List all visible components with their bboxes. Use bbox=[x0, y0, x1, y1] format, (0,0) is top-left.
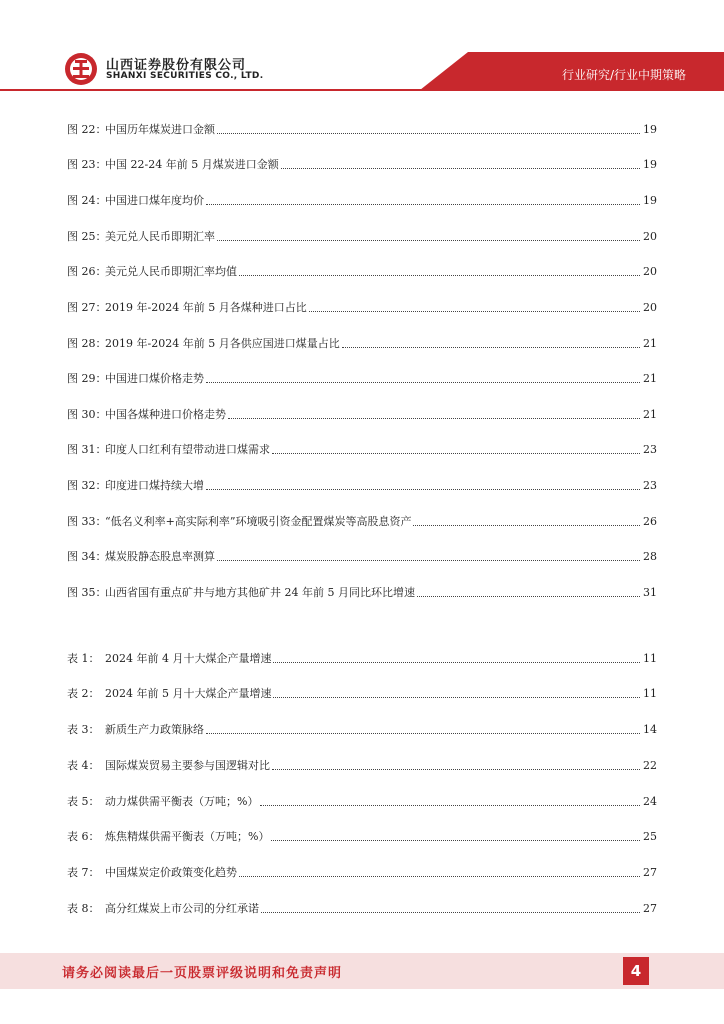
toc-page: 21 bbox=[643, 408, 657, 421]
dot-leader bbox=[217, 132, 640, 134]
toc-figure-23[interactable] bbox=[67, 156, 657, 172]
toc-page: 20 bbox=[643, 301, 657, 314]
toc-label: 图 26： bbox=[67, 265, 107, 278]
toc-label: 图 24： bbox=[67, 194, 107, 207]
toc-label: 表 8： bbox=[67, 902, 100, 915]
dot-leader bbox=[273, 696, 640, 698]
toc-label: 图 27： bbox=[67, 301, 107, 314]
toc-figure-24[interactable] bbox=[67, 192, 657, 208]
toc-page: 25 bbox=[643, 830, 657, 843]
toc-figure-27[interactable] bbox=[67, 299, 657, 315]
toc-label: 表 4： bbox=[67, 759, 100, 772]
toc-label: 图 30： bbox=[67, 408, 107, 421]
toc-figure-26[interactable] bbox=[67, 263, 657, 279]
toc-table-3[interactable] bbox=[67, 721, 657, 737]
report-type: 行业研究/行业中期策略 bbox=[561, 68, 686, 82]
toc-label: 图 28： bbox=[67, 337, 107, 350]
toc-title: 2019 年-2024 年前 5 月各煤种进口占比 bbox=[105, 301, 307, 314]
dot-leader bbox=[206, 203, 640, 205]
toc-title: 中国各煤种进口价格走势 bbox=[105, 408, 226, 421]
toc-label: 表 7： bbox=[67, 866, 100, 879]
toc-figure-33[interactable] bbox=[67, 513, 657, 529]
company-logo-icon bbox=[64, 52, 98, 86]
toc-label: 图 34： bbox=[67, 550, 107, 563]
company-name-cn: 山西证券股份有限公司 bbox=[106, 58, 247, 73]
dot-leader bbox=[342, 346, 640, 348]
toc-title: 印度人口红利有望带动进口煤需求 bbox=[105, 443, 270, 456]
toc-figure-29[interactable] bbox=[67, 370, 657, 386]
dot-leader bbox=[281, 167, 640, 169]
toc-title: 中国历年煤炭进口金额 bbox=[105, 123, 215, 136]
dot-leader bbox=[228, 417, 640, 419]
dot-leader bbox=[239, 274, 640, 276]
toc-page: 24 bbox=[643, 795, 657, 808]
toc-table-7[interactable] bbox=[67, 864, 657, 880]
toc-label: 图 23： bbox=[67, 158, 107, 171]
toc-title: 中国进口煤年度均价 bbox=[105, 194, 204, 207]
toc-page: 20 bbox=[643, 265, 657, 278]
dot-leader bbox=[272, 452, 640, 454]
toc-page: 26 bbox=[643, 515, 657, 528]
toc-page: 28 bbox=[643, 550, 657, 563]
toc-table-6[interactable] bbox=[67, 828, 657, 844]
page-number: 4 bbox=[623, 957, 649, 985]
toc-page: 11 bbox=[643, 687, 657, 700]
toc-label: 图 25： bbox=[67, 230, 107, 243]
toc-page: 19 bbox=[643, 194, 657, 207]
toc-label: 图 35： bbox=[67, 586, 107, 599]
dot-leader bbox=[413, 524, 640, 526]
toc-title: 高分红煤炭上市公司的分红承诺 bbox=[105, 902, 259, 915]
dot-leader bbox=[273, 661, 640, 663]
toc-label: 图 22： bbox=[67, 123, 107, 136]
toc-label: 表 5： bbox=[67, 795, 100, 808]
dot-leader bbox=[217, 239, 640, 241]
toc-label: 表 6： bbox=[67, 830, 100, 843]
toc-title: 印度进口煤持续大增 bbox=[105, 479, 204, 492]
toc-figure-35[interactable] bbox=[67, 584, 657, 600]
toc-page: 21 bbox=[643, 372, 657, 385]
toc-page: 21 bbox=[643, 337, 657, 350]
dot-leader bbox=[217, 559, 640, 561]
toc-page: 19 bbox=[643, 123, 657, 136]
toc-label: 表 1： bbox=[67, 652, 100, 665]
dot-leader bbox=[206, 732, 640, 734]
toc-figure-31[interactable] bbox=[67, 441, 657, 457]
toc-page: 23 bbox=[643, 479, 657, 492]
toc-table-4[interactable] bbox=[67, 757, 657, 773]
toc-title: 2019 年-2024 年前 5 月各供应国进口煤量占比 bbox=[105, 337, 340, 350]
dot-leader bbox=[271, 839, 640, 841]
toc-title: 中国进口煤价格走势 bbox=[105, 372, 204, 385]
toc-label: 图 29： bbox=[67, 372, 107, 385]
toc-label: 表 2： bbox=[67, 687, 100, 700]
toc-page: 31 bbox=[643, 586, 657, 599]
toc-title: 山西省国有重点矿井与地方其他矿井 24 年前 5 月同比环比增速 bbox=[105, 586, 415, 599]
toc-title: 美元兑人民币即期汇率 bbox=[105, 230, 215, 243]
toc-page: 23 bbox=[643, 443, 657, 456]
dot-leader bbox=[260, 804, 640, 806]
toc-page: 20 bbox=[643, 230, 657, 243]
dot-leader bbox=[272, 768, 640, 770]
toc-figure-28[interactable] bbox=[67, 335, 657, 351]
toc-label: 图 31： bbox=[67, 443, 107, 456]
dot-leader bbox=[417, 595, 640, 597]
dot-leader bbox=[206, 381, 640, 383]
toc-title: 2024 年前 4 月十大煤企产量增速 bbox=[105, 652, 272, 665]
toc-page: 11 bbox=[643, 652, 657, 665]
company-name-en: SHANXI SECURITIES CO., LTD. bbox=[106, 71, 264, 81]
toc-title: 煤炭股静态股息率测算 bbox=[105, 550, 215, 563]
toc-figure-22[interactable] bbox=[67, 121, 657, 137]
toc-title: 美元兑人民币即期汇率均值 bbox=[105, 265, 237, 278]
toc-page: 27 bbox=[643, 902, 657, 915]
toc-title: 炼焦精煤供需平衡表（万吨；%） bbox=[105, 830, 270, 843]
toc-title: “低名义利率+高实际利率”环境吸引资金配置煤炭等高股息资产 bbox=[105, 515, 412, 528]
dot-leader bbox=[261, 911, 640, 913]
toc-table-2[interactable] bbox=[67, 685, 657, 701]
header-band bbox=[0, 0, 724, 100]
toc-title: 中国煤炭定价政策变化趋势 bbox=[105, 866, 237, 879]
toc-table-8[interactable] bbox=[67, 900, 657, 916]
dot-leader bbox=[309, 310, 640, 312]
toc-label: 表 3： bbox=[67, 723, 100, 736]
toc-figure-25[interactable] bbox=[67, 228, 657, 244]
toc-title: 2024 年前 5 月十大煤企产量增速 bbox=[105, 687, 272, 700]
dot-leader bbox=[206, 488, 640, 490]
toc-label: 图 32： bbox=[67, 479, 107, 492]
toc-title: 中国 22-24 年前 5 月煤炭进口金额 bbox=[105, 158, 279, 171]
page-header bbox=[0, 0, 724, 100]
dot-leader bbox=[239, 875, 640, 877]
toc-label: 图 33： bbox=[67, 515, 107, 528]
toc-table-1[interactable] bbox=[67, 650, 657, 666]
footer-disclaimer: 请务必阅读最后一页股票评级说明和免责声明 bbox=[62, 966, 343, 981]
toc-title: 国际煤炭贸易主要参与国逻辑对比 bbox=[105, 759, 270, 772]
toc-title: 新质生产力政策脉络 bbox=[105, 723, 204, 736]
toc-figure-32[interactable] bbox=[67, 477, 657, 493]
toc-page: 27 bbox=[643, 866, 657, 879]
toc-figure-30[interactable] bbox=[67, 406, 657, 422]
toc-page: 22 bbox=[643, 759, 657, 772]
toc-page: 19 bbox=[643, 158, 657, 171]
toc-figure-34[interactable] bbox=[67, 548, 657, 564]
toc-table-5[interactable] bbox=[67, 793, 657, 809]
toc-title: 动力煤供需平衡表（万吨；%） bbox=[105, 795, 259, 808]
toc-page: 14 bbox=[643, 723, 657, 736]
